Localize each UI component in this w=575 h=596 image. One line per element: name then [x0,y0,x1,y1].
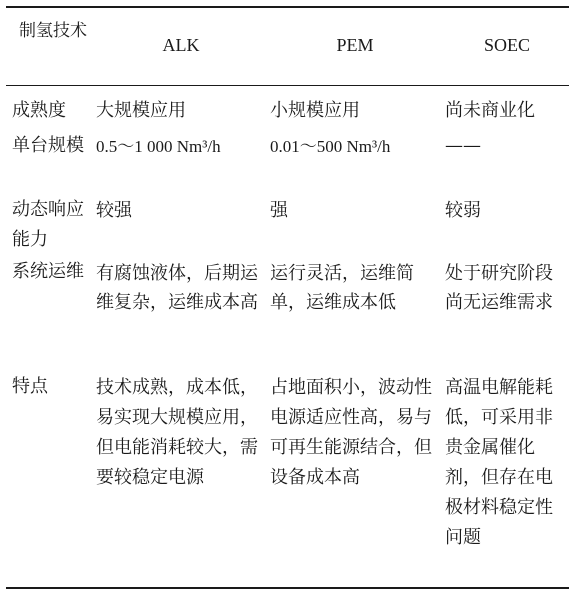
cell-pem-system-om: 运行灵活，运维简单，运维成本低 [270,263,414,313]
cell-pem-maturity: 小规模应用 [270,100,360,121]
cell-soec-system-om [445,259,569,317]
cell-soec-maturity: 尚未商业化 [445,100,535,121]
row-label-system-om: 系统运维 [12,261,84,282]
soec-om-line-2: 尚无运维需求 [445,292,553,313]
cell-alk-dynamic-response: 较强 [96,200,132,221]
cell-soec-features: 高温电解能耗低，可采用非贵金属催化剂，但存在电极材料稳定性问题 [445,377,553,548]
row-label-unit-scale: 单台规模 [12,135,84,156]
row-label-dynamic-response: 动态响应能力 [12,199,84,250]
header-soec: SOEC [483,35,530,55]
cell-pem-unit-scale: 0.01～500 Nm³/h [270,137,391,156]
cell-pem-dynamic-response: 强 [270,200,288,221]
bottom-rule [6,587,569,589]
cell-alk-system-om: 有腐蚀液体，后期运维复杂，运维成本高 [96,263,258,313]
header-rule [6,85,569,86]
top-rule [6,6,569,8]
row-label-features: 特点 [12,376,48,397]
cell-soec-dynamic-response: 较弱 [445,200,481,221]
cell-alk-unit-scale: 0.5～1 000 Nm³/h [96,137,221,156]
cell-soec-unit-scale: —— [445,135,481,156]
cell-alk-features: 技术成熟，成本低，易实现大规模应用，但电能消耗较大，需要较稳定电源 [96,377,258,488]
row-label-maturity: 成熟度 [12,100,66,121]
comparison-table [6,0,569,596]
cell-pem-features: 占地面积小，波动性电源适应性高，易与可再生能源结合，但设备成本高 [270,377,432,488]
header-alk: ALK [162,35,200,55]
soec-om-line-1: 处于研究阶段 [445,263,553,284]
cell-alk-maturity: 大规模应用 [96,100,186,121]
header-tech: 制氢技术 [19,21,87,41]
header-pem: PEM [336,35,374,55]
